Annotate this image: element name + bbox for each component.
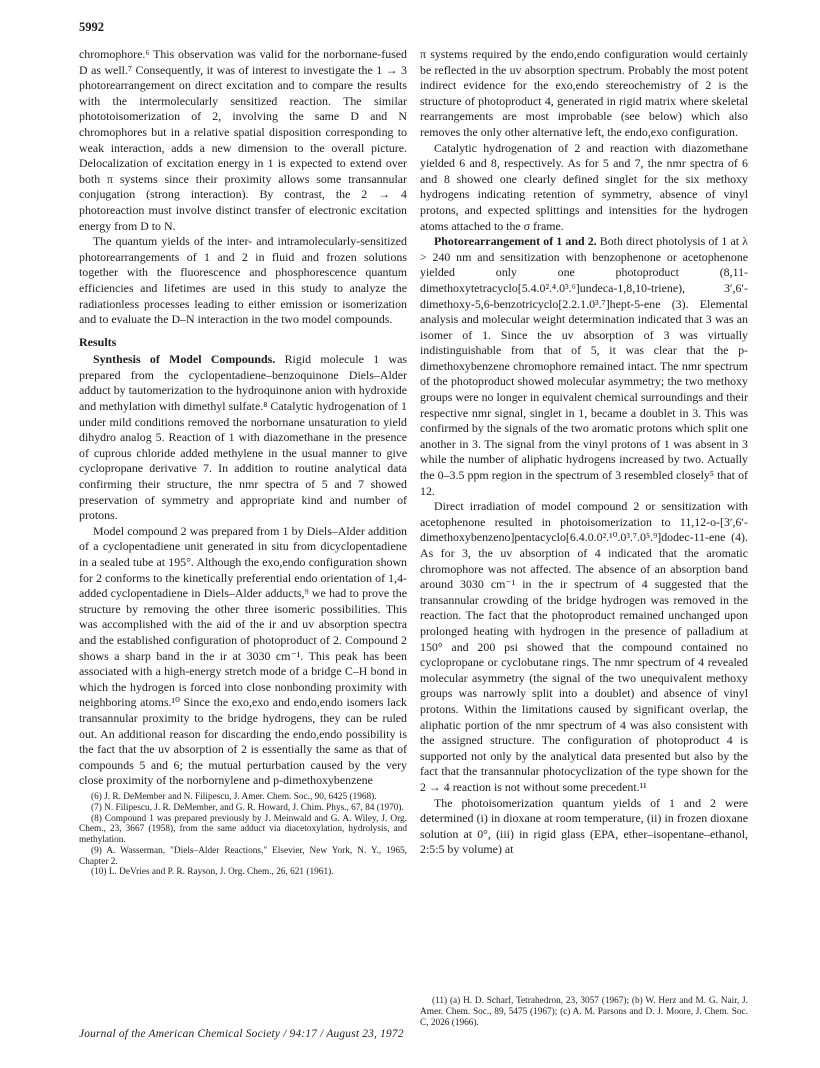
footnote: (7) N. Filipescu, J. R. DeMember, and G. R. Howard, J. Chim. Phys., 67, 84 (1970).	[91, 802, 404, 813]
paragraph-text: Rigid molecule 1 was prepared from the cyclopentadiene–benzoquinone Diels–Alder adduct by tautomerization to the hydroquinone anion with hydroxide and methylation with dimethyl sulfate.⁸ Catalytic hydrogenation of 1 under mild conditions removed the norbornane unsaturation to yield dihydro analog 5. Reaction of 1 with diazomethane in the presence of cuprous chloride added methylene in the usual manner to give cyclopropane derivative 7. In addition to routine analytical data confirming their structure, the nmr spectra of 5 and 7 showed preservation of symmetry and appropriate kind and number of protons.	[79, 352, 408, 523]
page-number: 5992	[79, 20, 104, 34]
footnote: (9) A. Wasserman, "Diels–Alder Reactions," Elsevier, New York, N. Y., 1965, Chapter 2.	[79, 845, 407, 867]
left-body	[79, 47, 407, 789]
paragraph	[79, 352, 407, 524]
footnote: (10) L. DeVries and P. R. Rayson, J. Org. Chem., 26, 621 (1961).	[91, 867, 334, 878]
paragraph-text: Both direct photolysis of 1 at λ > 240 nm and sensitization with benzophenone or acetophenone yielded only one photoproduct (8,11-dimethoxytetracyclo[5.4.0².⁴.0³.⁶]undeca-1,8,10-triene), 3′,6′-dimethoxy-5,6-benzotricyclo[2.2.1.0³.⁷]hept-5-ene (3). Elemental analysis and molecular weight determination indicated that 3 was an isomer of 1. Since the uv absorption of 3 was virtually indistinguishable from that of 5, it was clear that the p-dimethoxybenzene chromophore remained intact. The nmr spectrum of the photoproduct showed molecular asymmetry; the two methoxy groups were no longer in equivalent chemical surroundings and their respective nmr signal, singlet in 1, became a doublet in 3. This was confirmed by the signals of the two aromatic protons which split one another in 3. The signal from the vinyl protons of 1 was absent in 3 while the number of aliphatic hydrogens increased by two. Actually the 0–3.5 ppm region in the spectrum of 3 resembled closely⁵ that of 12.	[420, 234, 748, 498]
paragraph: Model compound 2 was prepared from 1 by Diels–Alder addition of a cyclopentadiene unit generated in situ from dicyclopentadiene in a sealed tube at 195°. Although the exo,endo configuration shown for 2 conforms to the kinetically preferential endo orientation of 1,4-added cyclopentadiene in Diels–Alder adducts,⁹ we had to prove the structure by removing the other three isomeric possibilities. This was accomplished with the aid of the ir and uv absorption spectra and the established configuration of photoproduct of 2. Compound 2 shows a sharp band in the ir at 3030 cm⁻¹. This peak has been associated with a high-energy stretch mode of a bridge C–H bond in which the hydrogen is forced into close nonbonding proximity with neighboring atoms.¹⁰ Since the exo,exo and endo,endo isomers lack transannular proximity to the bridge hydrogens, they can be ruled out. An additional reason for discarding the endo,endo possibility is the fact that the uv absorption of 2 is essentially the same as that of compounds 5 and 6; the mutual perturbation caused by the very close proximity of the norbornylene and p-dimethoxybenzene	[79, 523, 407, 788]
left-footnotes	[79, 792, 407, 878]
run-in-heading: Photorearrangement of 1 and 2.	[434, 234, 597, 249]
paragraph: The photoisomerization quantum yields of 1 and 2 were determined (i) in dioxane at room temperature, (ii) in frozen dioxane solution at 0°, (iii) in rigid glass (EPA, ether–isopentane–ethanol, 2:5:5 by volume) at	[420, 795, 748, 857]
paragraph: Direct irradiation of model compound 2 or sensitization with acetophenone resulted in photoisomerization to 11,12-o-[3′,6′-dimethoxybenzeno]pentacyclo[6.4.0.0².¹⁰.0³.⁷.0⁵.⁹]dodec-11-ene (4). As for 3, the uv absorption of 4 indicated that the aromatic chromophore was not affected. The absence of an absorption band around 3030 cm⁻¹ in the ir spectrum of 4 suggested that the transannular crowding of the bridge hydrogen was removed in the reaction. The fact that the photoproduct remained unchanged upon prolonged heating with hydrogen in the presence of palladium at 150° and 200 psi showed that the compound contained no cyclopropane or cyclobutane rings. The nmr spectrum of 4 revealed molecular asymmetry (the signal of the two unequivalent methoxy groups was narrowly split into a doublet) and absence of vinyl protons. Within the limitations caused by significant overlap, the aliphatic portion of the nmr spectrum of 4 was also consistent with the assigned structure. The configuration of photoproduct 4 is supported not only by the analytical data presented but also by the fact that the transannular photocyclization of the type shown for the 2 → 4 reaction is not without some precedent.¹¹	[420, 499, 748, 794]
left-column	[79, 47, 407, 878]
paragraph: Catalytic hydrogenation of 2 and reaction with diazomethane yielded 6 and 8, respectively. As for 5 and 7, the nmr spectra of 6 and 8 showed one clearly defined singlet for the six methoxy hydrogens indicating retention of symmetry, absence of vinyl protons, and expected splittings and intensities for the hydrogen atoms attached to the σ frame.	[420, 140, 748, 233]
right-column	[420, 47, 748, 858]
paragraph: π systems required by the endo,endo configuration would certainly be reflected in the uv absorption spectrum. Probably the most potent indirect evidence for the exo,endo stereochemistry of 2 is the structure of photoproduct 4, generated in rigid matrix where skeletal rearrangements are most improbable (see below) which also removes the only other alternative left, the endo,exo configuration.	[420, 47, 748, 139]
footnote-11: (11) (a) H. D. Scharf, Tetrahedron, 23, 3057 (1967); (b) W. Herz and M. G. Nair, J. Amer. Chem. Soc., 89, 5475 (1967); (c) A. M. Parsons and D. J. Moore, J. Chem. Soc. C, 2026 (1966).	[420, 996, 748, 1028]
running-footer: Journal of the American Chemical Society / 94:17 / August 23, 1972	[79, 1028, 404, 1040]
footnote: (6) J. R. DeMember and N. Filipescu, J. Amer. Chem. Soc., 90, 6425 (1968).	[91, 791, 377, 802]
paragraph: The quantum yields of the inter- and intramolecularly-sensitized photorearrangements of 1 and 2 in fluid and frozen solutions together with the fluorescence and phosphorescence quantum efficiencies and lifetimes are used in this study to analyze the radiationless processes leading to either emission or isomerization and to evaluate the D–N interaction in the two model compounds.	[79, 234, 407, 327]
paragraph: chromophore.⁶ This observation was valid for the norbornane-fused D as well.⁷ Consequently, it was of interest to investigate the 1 → 3 photorearrangement on direct excitation and to compare the results with the intermolecularly sensitized reaction. The similar phototoisomerization of 2, involving the same D and N chromophores but in a relative spatial disposition corresponding to weak interaction, adds a new dimension to the overall picture. Delocalization of excitation energy in 1 is expected to extend over both π systems since their proximity allows some transannular conjugation (strong interaction). By contrast, the 2 → 4 photoreaction must involve distinct transfer of electronic excitation energy from D to N.	[79, 47, 407, 233]
section-heading: Results	[79, 334, 117, 349]
footnote: (8) Compound 1 was prepared previously by J. Meinwald and G. A. Wiley, J. Org. Chem., 23, 3667 (1958), from the same adduct via diacetoxylation, hydrolysis, and methylation.	[79, 813, 407, 846]
run-in-heading: Synthesis of Model Compounds.	[93, 352, 276, 367]
right-body	[420, 47, 748, 858]
paragraph	[420, 234, 748, 499]
